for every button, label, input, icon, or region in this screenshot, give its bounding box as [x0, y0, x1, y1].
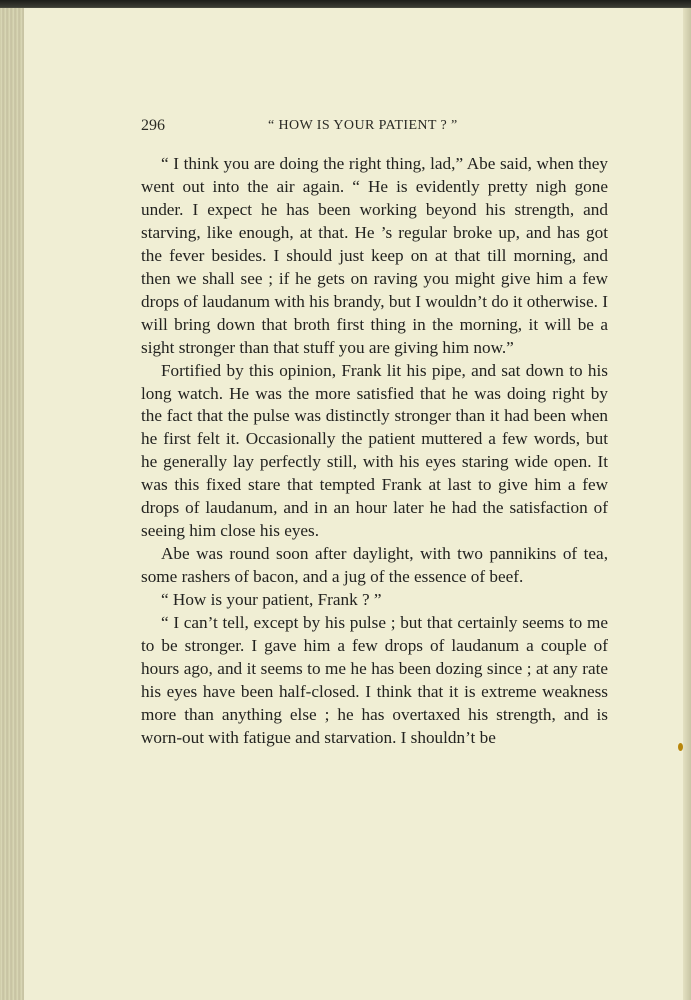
paragraph: “ I can’t tell, except by his pulse ; but that certainly seems to me to be stronger. I gave him a few drops of laudanum a couple of hours ago, and it seems to me he has been dozing since ; at any rate his eyes have been half-closed. I think that it is extreme weakness more than anything else ; he has overtaxed his strength, and is worn-out with fatigue and starvation. I shouldn’t be — [141, 613, 608, 747]
book-page-edges — [0, 8, 24, 1000]
paragraph: “ How is your patient, Frank ? ” — [161, 590, 382, 610]
ink-speck — [678, 743, 683, 751]
running-title: “ HOW IS YOUR PATIENT ? ” — [268, 118, 458, 133]
body-text — [141, 153, 608, 750]
paragraph: Fortified by this opinion, Frank lit his pipe, and sat down to his long watch. He was the more satisfied that he was doing right by the fact that the pulse was distinctly stronger than it had been when he first felt it. Occasionally the patient muttered a few words, but he generally lay perfectly still, with his eyes staring wide open. It was this fixed stare that tempted Frank at last to give him a few drops of laudanum, and in an hour later he had the satisfaction of seeing him close his eyes. — [141, 360, 608, 541]
book-right-edge — [683, 8, 691, 1000]
paragraph: Abe was round soon after daylight, with two pannikins of tea, some rashers of bacon, and a jug of the essence of beef. — [141, 544, 608, 587]
page-header — [141, 117, 521, 137]
paragraph: “ I think you are doing the right thing, lad,” Abe said, when they went out into the air again. “ He is evidently pretty nigh gone under. I expect he has been working beyond his strength, and starving, like enough, at that. He ’s regular broke up, and has got the fever besides. I should just keep on at that till morning, and then we shall see ; if he gets on raving you might give him a few drops of laudanum with his brandy, but I wouldn’t do it otherwise. I will bring down that broth first thing in the morning, it will be a sight stronger than that stuff you are giving him now.” — [141, 154, 608, 357]
page-number: 296 — [141, 117, 165, 134]
